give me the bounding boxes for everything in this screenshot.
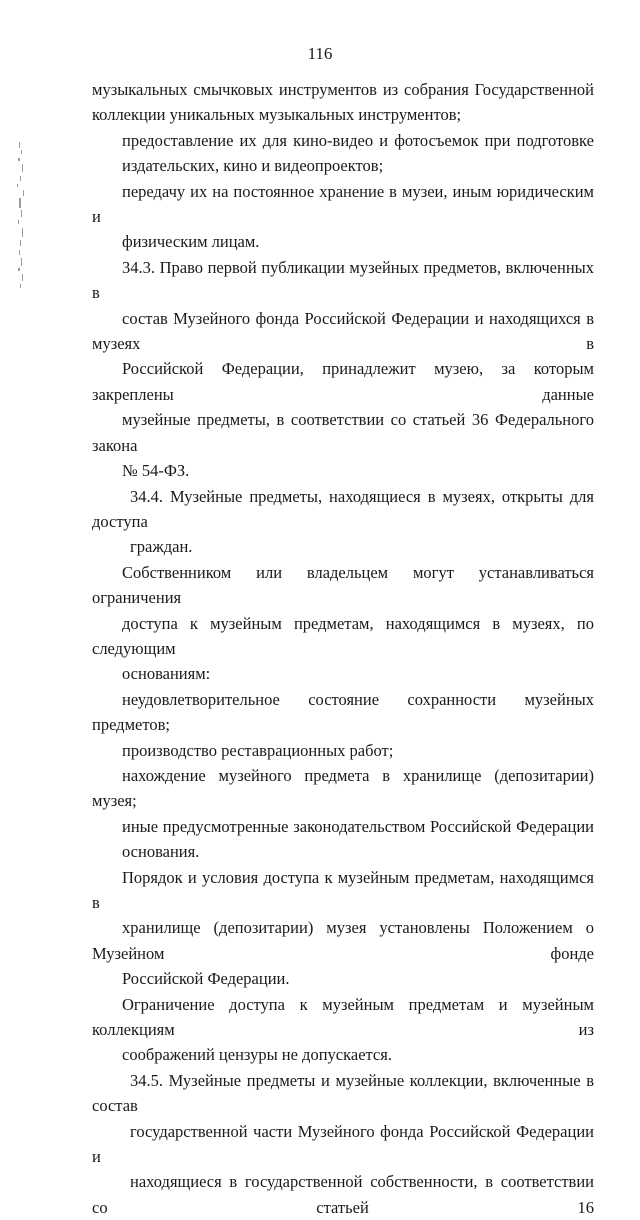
- paragraph-34-4: [92, 484, 594, 560]
- text-line: музейные предметы, в соответствии со статьей 36 Федерального закона: [92, 410, 594, 455]
- text-line: основания.: [122, 842, 200, 862]
- text-line: Российской Федерации.: [122, 969, 290, 989]
- text-line: музыкальных смычковых инструментов из собрания Государственной: [92, 80, 594, 99]
- text-line: № 54-ФЗ.: [122, 461, 190, 481]
- text-line: неудовлетворительное состояние сохранности музейных предметов;: [92, 689, 594, 735]
- paragraph-access-procedure: [92, 865, 594, 992]
- text-line: состав Музейного фонда Российской Федерации и находящихся в музеях в: [92, 308, 594, 354]
- text-line: предоставление их для кино-видео и фотосъемок при подготовке: [122, 130, 594, 150]
- paragraph-instruments: [92, 77, 594, 128]
- text-line: производство реставрационных работ;: [122, 740, 394, 760]
- list-item-condition: [92, 687, 594, 738]
- paragraph-censorship: [92, 992, 594, 1068]
- text-line: 34.3. Право первой публикации музейных предметов, включенных в: [92, 257, 594, 303]
- text-line: передачу их на постоянное хранение в музеи, иным юридическим и: [92, 181, 594, 227]
- text-line: государственной части Музейного фонда Российской Федерации и: [92, 1121, 594, 1167]
- text-line: нахождение музейного предмета в хранилище (депозитарии) музея;: [92, 765, 594, 811]
- paragraph-34-5: [92, 1068, 594, 1220]
- text-line: основаниям:: [122, 664, 211, 684]
- paragraph-restrictions: [92, 560, 594, 687]
- list-item-depository: [92, 763, 594, 814]
- text-line: соображений цензуры не допускается.: [122, 1045, 392, 1065]
- paragraph-storage-transfer: [92, 179, 594, 255]
- text-line: хранилище (депозитарии) музея установлены Положением о Музейном фонде: [92, 918, 594, 963]
- text-line: граждан.: [130, 537, 193, 557]
- page-number: 116: [307, 44, 333, 63]
- text-line: 34.4. Музейные предметы, находящиеся в музеях, открыты для доступа: [92, 486, 594, 531]
- list-item-restoration: [92, 738, 594, 763]
- text-line: доступа к музейным предметам, находящимся в музеях, по следующим: [92, 613, 594, 658]
- text-line: Ограничение доступа к музейным предметам и музейным коллекциям из: [92, 994, 594, 1040]
- text-line: Собственником или владельцем могут устанавливаться ограничения: [92, 562, 594, 608]
- document-body: [92, 77, 594, 1220]
- text-line: иные предусмотренные законодательством Российской Федерации: [122, 816, 594, 836]
- list-item-other-grounds: [92, 814, 594, 865]
- paragraph-filming: [92, 128, 594, 179]
- text-line: коллекции уникальных музыкальных инструментов;: [92, 105, 462, 125]
- text-line: издательских, кино и видеопроектов;: [122, 156, 384, 176]
- scan-artifact: [14, 140, 28, 290]
- text-line: физическим лицам.: [122, 232, 260, 252]
- text-line: находящиеся в государственной собственности, в соответствии со статьей 16: [92, 1172, 594, 1217]
- text-line: Российской Федерации, принадлежит музею, за которым закреплены данные: [92, 359, 594, 404]
- text-line: Порядок и условия доступа к музейным предметам, находящимся в: [92, 867, 594, 912]
- text-line: 34.5. Музейные предметы и музейные коллекции, включенные в состав: [92, 1070, 594, 1116]
- paragraph-34-3: [92, 255, 594, 484]
